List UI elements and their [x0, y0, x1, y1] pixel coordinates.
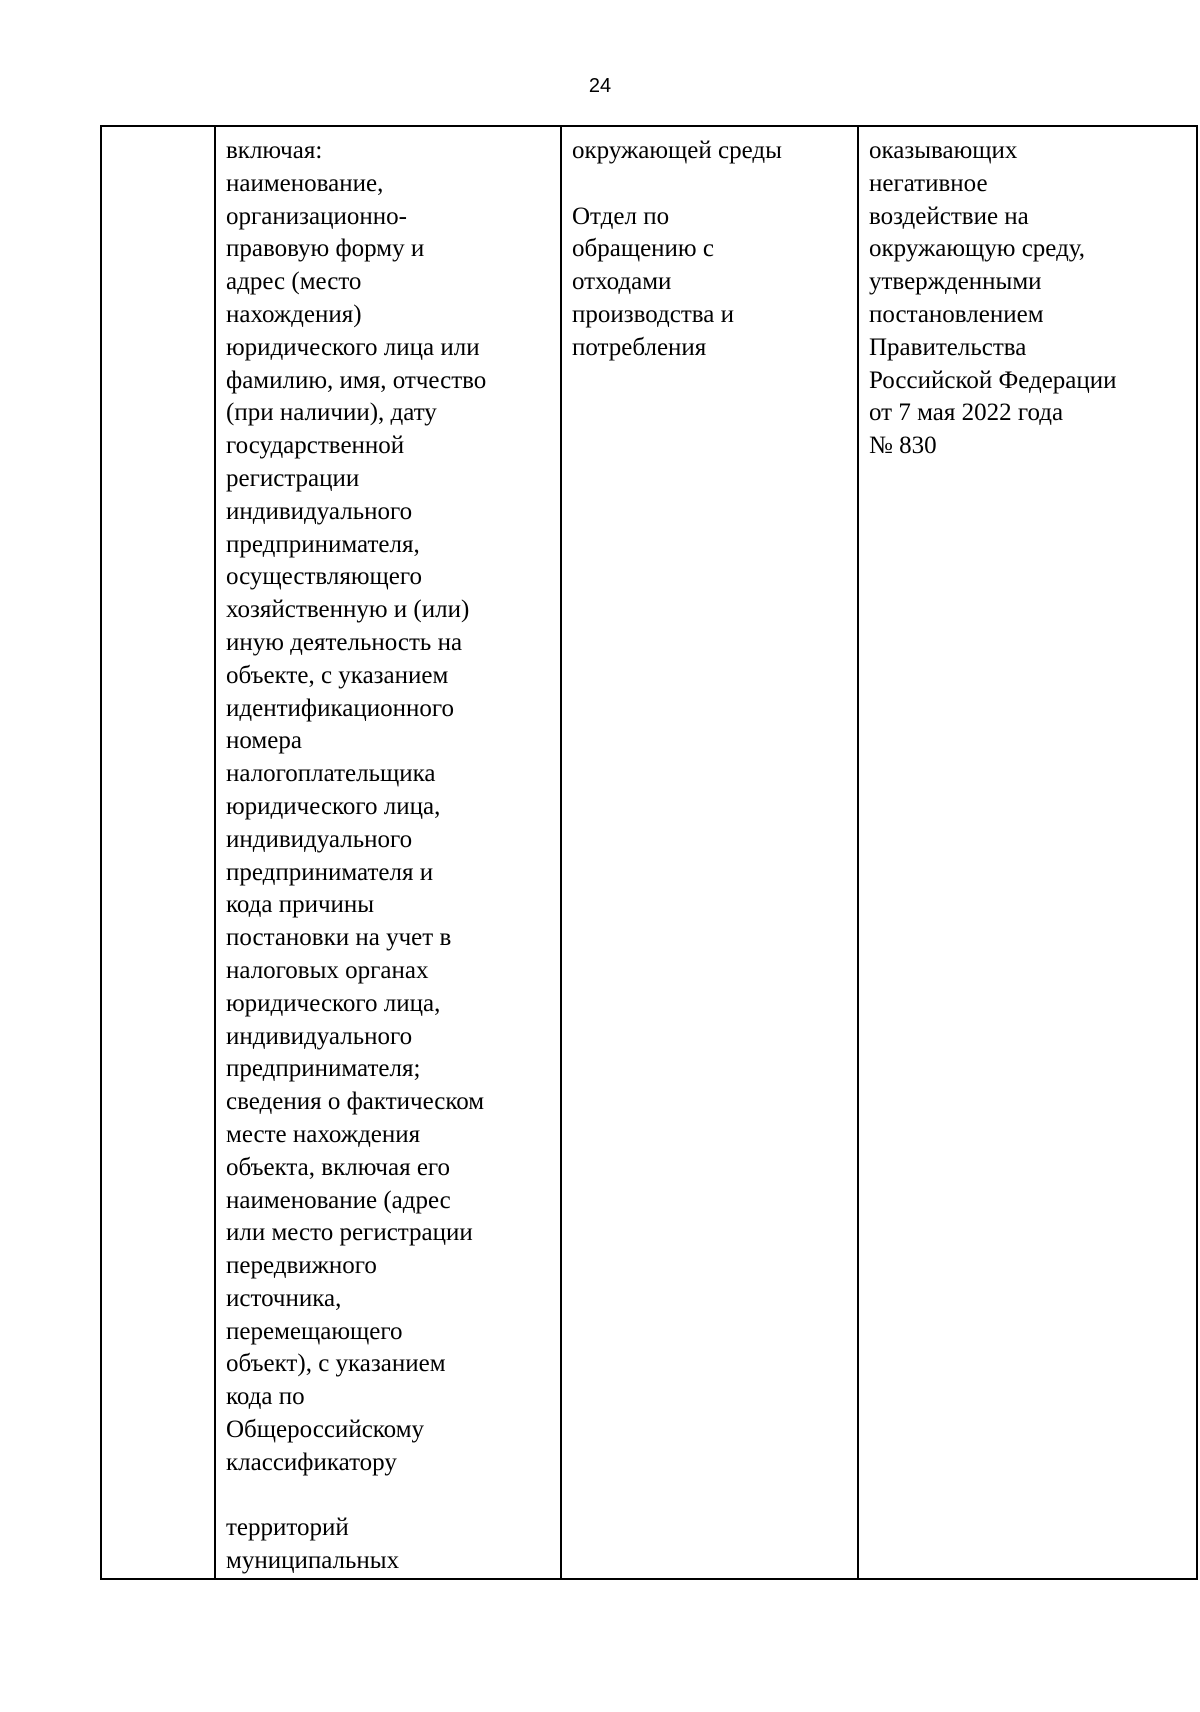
requirements-text-continued: территорий муниципальных — [226, 1514, 400, 1575]
table-cell-number — [101, 126, 215, 1579]
table-cell-requirements — [215, 126, 561, 1579]
basis-text: оказывающих негативное воздействие на окружающую среду, утвержденными постановлением Правительства Российской Федерации от 7 мая 2022 года № 830 — [869, 137, 1117, 460]
page-number: 24 — [588, 75, 612, 97]
responsible-department: Отдел по обращению с отходами производства и потребления — [572, 202, 734, 361]
table-cell-basis — [858, 126, 1197, 1579]
document-table — [100, 125, 1198, 1580]
requirements-text: включая: наименование, организационно- правовую форму и адрес (место нахождения) юридического лица или фамилию, имя, отчество (при наличии), дату государственной регистрации индивидуального предпринимателя, осуществляющего хозяйственную и (или) иную деятельность на объекте, с указанием идентификационного номера налогоплательщика юридического лица, индивидуального предпринимателя и кода причины постановки на учет в налоговых органах юридического лица, индивидуального предпринимателя; сведения о фактическом месте нахождения объекта, включая его наименование (адрес или место регистрации передвижного источника, перемещающего объект), с указанием кода по Общероссийскому классификатору — [226, 137, 487, 1476]
responsible-text: окружающей среды — [572, 137, 782, 164]
table-row — [101, 126, 1197, 1579]
table-cell-responsible — [561, 126, 858, 1579]
